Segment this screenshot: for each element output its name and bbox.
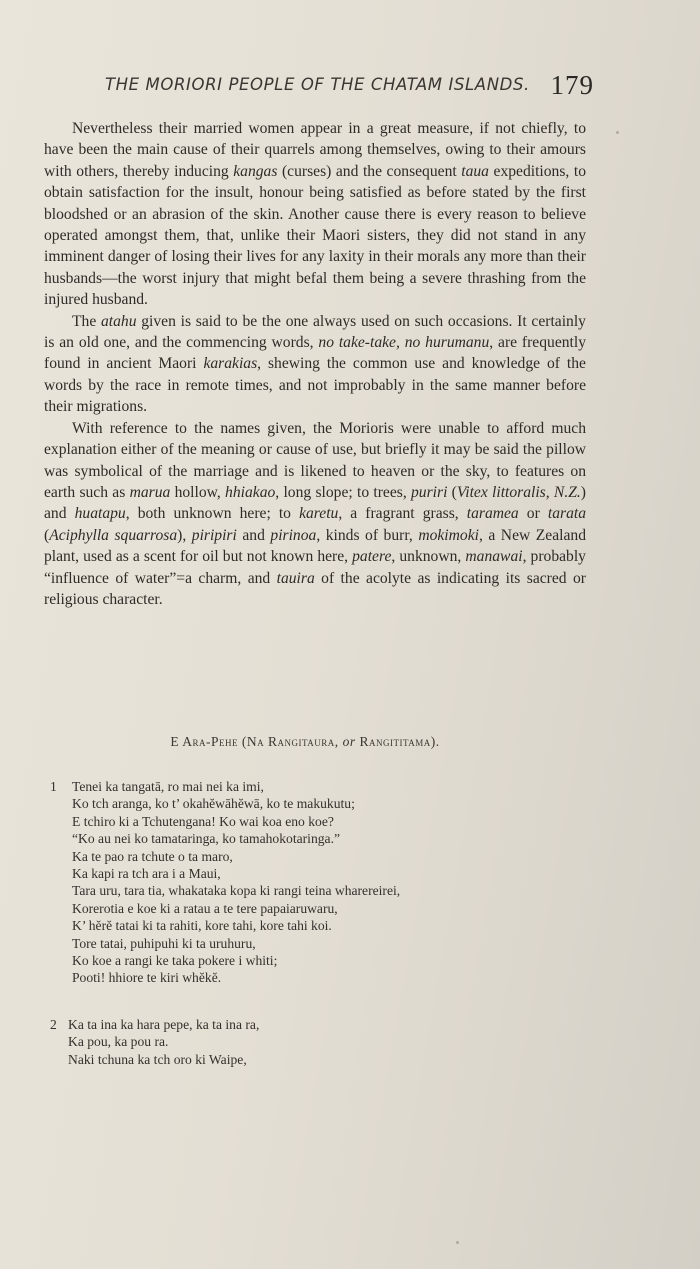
text-run: given is said to be the one always used on such occasions. It certainly is an old one, and the commencing words,: [44, 312, 586, 352]
verse-line: Pooti! hhiore te kiri whĕkĕ.: [72, 970, 222, 986]
italic-term: kangas: [233, 162, 278, 180]
italic-term: patere: [352, 548, 392, 566]
italic-term: taramea: [466, 505, 519, 523]
page-number: 179: [550, 70, 594, 100]
text-run: ) and: [44, 483, 586, 523]
italic-term: karakias: [203, 355, 258, 373]
italic-term: huatapu: [74, 505, 126, 523]
verse-lines: [72, 778, 590, 987]
italic-term: Aciphylla squarrosa: [49, 526, 178, 544]
text-run: , a New Zealand plant, used as a scent for oil but not known here,: [44, 526, 586, 566]
text-run: The: [72, 312, 101, 330]
italic-term: tauira: [276, 569, 315, 587]
section-title: [0, 734, 610, 750]
italic-term: no take-take, no hurumanu: [318, 334, 490, 352]
text-run: , kinds of burr,: [316, 526, 419, 544]
paragraph-1: [44, 118, 586, 311]
verse-line: E tchiro ki a Tchutengana! Ko wai koa eno koe?: [72, 813, 334, 829]
verse-line: Naki tchuna ka tch oro ki Waipe,: [68, 1051, 247, 1067]
paper-speck: [616, 131, 619, 134]
page-header: [100, 70, 600, 104]
text-run: of the acolyte as indicating its sacred or religious character.: [44, 569, 586, 608]
section-title-paren-close: ).: [430, 734, 440, 749]
section-title-paren-open: (: [238, 734, 247, 749]
verse-lines: [68, 1016, 590, 1068]
italic-term: hhiakao: [225, 483, 276, 501]
italic-term: taua: [461, 162, 489, 180]
text-run: (: [447, 483, 457, 501]
italic-term: pirinoa: [270, 526, 317, 544]
verse-number: 2: [50, 1017, 57, 1032]
section-title-author: Na Rangitaura,: [246, 734, 339, 749]
section-title-author-alt: Rangititama: [359, 734, 431, 749]
text-run: Nevertheless their married women appear in a great measure, if not chiefly, to have been the main cause of their quarrels among themselves, owing to their amours with others, thereby inducing: [44, 120, 586, 180]
verse-line: Tore tatai, puhipuhi ki ta uruhuru,: [72, 935, 256, 951]
text-run: ),: [177, 526, 192, 544]
verse-number: 1: [50, 779, 57, 794]
verse-line: Tenei ka tangatā, ro mai nei ka imi,: [72, 779, 264, 794]
text-run: or: [518, 505, 548, 523]
italic-term: manawai: [465, 548, 523, 566]
verse-line: Tara uru, tara tia, whakataka kopa ki rangi teina wharereirei,: [72, 883, 401, 899]
text-run: , long slope; to trees,: [275, 483, 411, 501]
running-head: THE MORIORI PEOPLE OF THE CHATAM ISLANDS.: [105, 75, 530, 94]
paragraph-3: [44, 418, 586, 611]
italic-term: marua: [129, 483, 171, 501]
text-run: , both unknown here; to: [125, 505, 300, 523]
text-run: , shewing the common use and knowledge of the words by the race in remote times, and not improbably in the same manner before their migrations.: [44, 355, 586, 416]
paper-speck: [456, 1241, 459, 1244]
italic-term: Vitex littoralis, N.Z.: [456, 483, 581, 501]
italic-term: piripiri: [191, 526, 237, 544]
verse-line: Ka te pao ra tchute o ta maro,: [72, 848, 233, 864]
text-run: , unknown,: [391, 548, 466, 566]
text-run: and: [236, 526, 271, 544]
italic-term: puriri: [411, 483, 448, 501]
verse-line: Ko tch aranga, ko t’ okahĕwāhĕwā, ko te makukutu;: [72, 796, 355, 812]
italic-term: atahu: [100, 312, 137, 330]
text-run: With reference to the names given, the Morioris were unable to afford much explanation either of the meaning or cause of use, but briefly it may be said the pillow was symbolical of the marriage and is likened to heaven or the sky, to features on earth such as: [44, 419, 586, 501]
text-run: (: [44, 526, 50, 544]
body-text: [44, 118, 586, 610]
italic-term: tarata: [547, 505, 586, 523]
paragraph-2: [44, 311, 586, 418]
text-run: hollow,: [170, 483, 226, 501]
section-title-or: or: [338, 734, 360, 749]
verse-line: Ka kapi ra tch ara i a Maui,: [72, 866, 221, 882]
italic-term: karetu: [299, 505, 339, 523]
italic-term: mokimoki: [418, 526, 479, 544]
verse-line: Ka ta ina ka hara pepe, ka ta ina ra,: [68, 1017, 260, 1032]
verse-line: K’ hĕrĕ tatai ki ta rahiti, kore tahi, kore tahi koi.: [72, 918, 332, 934]
text-run: (curses) and the consequent: [277, 162, 462, 180]
verse-1: [50, 778, 590, 987]
verse-line: Ka pou, ka pou ra.: [68, 1034, 169, 1050]
verse-line: Korerotia e koe ki a ratau a te tere papaiaruwaru,: [72, 900, 338, 916]
text-run: , a fragrant grass,: [338, 505, 467, 523]
text-run: expeditions, to obtain satisfaction for the insult, honour being satisfied as before stated by the first bloodshed or an abrasion of the skin. Another cause there is every reason to believe operated amongst them, that, unlike their Maori sisters, they did not stand in any imminent danger of losing their lives for any laxity in their morals any more than their husbands—the worst injury that might befal them being a severe thrashing from the injured husband.: [44, 162, 587, 309]
text-run: , probably “influence of water”=a charm, and: [44, 548, 586, 587]
text-run: , are frequently found in ancient Maori: [44, 334, 586, 373]
verse-2: [50, 1016, 590, 1068]
verse-line: Ko koe a rangi ke taka pokere i whiti;: [72, 953, 278, 969]
section-title-name: E Ara-Pehe: [170, 734, 239, 749]
verse-line: “Ko au nei ko tamataringa, ko tamahokotaringa.”: [72, 831, 340, 847]
